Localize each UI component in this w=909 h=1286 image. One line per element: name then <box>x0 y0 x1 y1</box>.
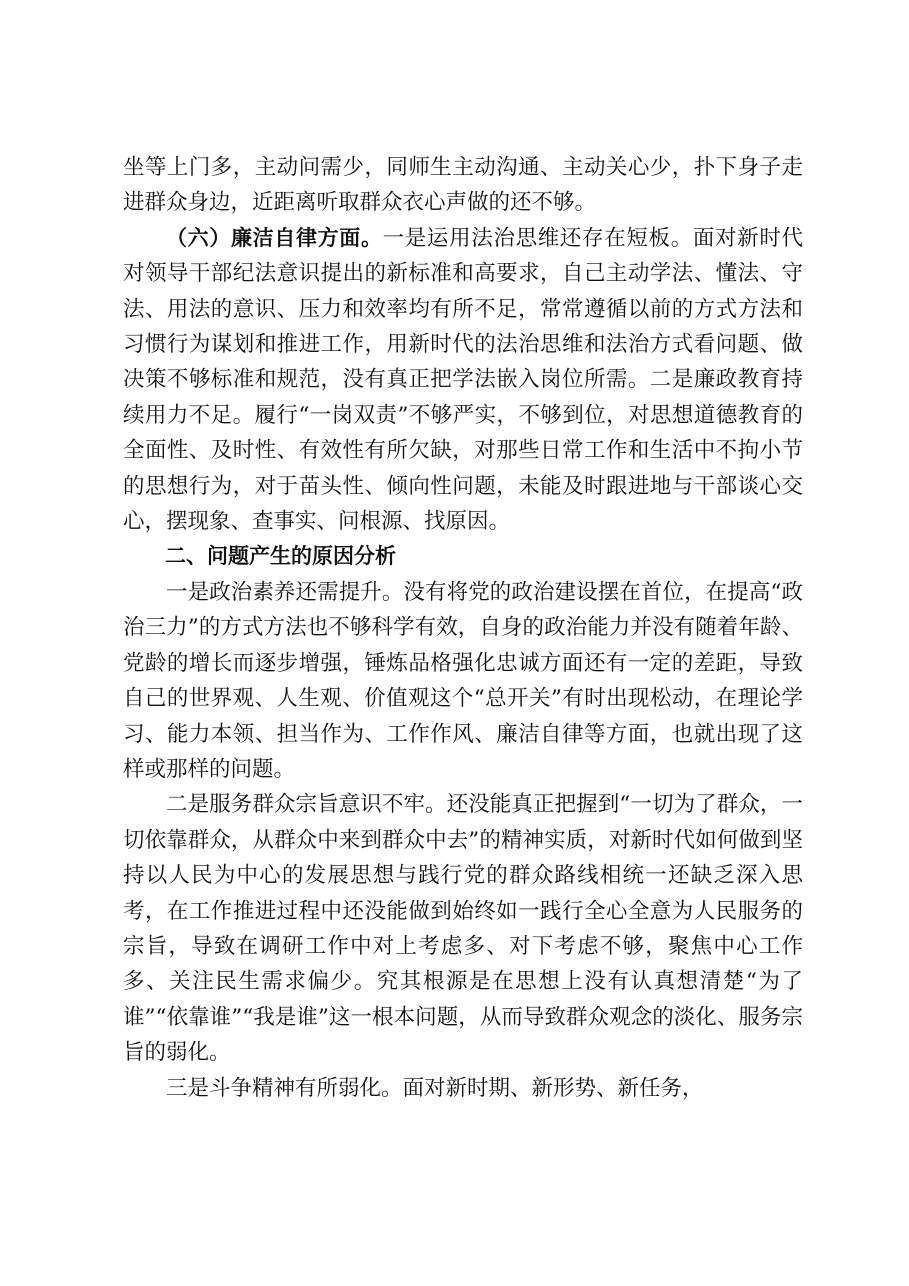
paragraph-lead-heading: （六）廉洁自律方面。 <box>166 225 383 250</box>
paragraph-text: 二是服务群众宗旨意识不牢。还没能真正把握到“一切为了群众，一切依靠群众，从群众中来到群众中去”的精神实质，对新时代如何做到坚持以人民为中心的发展思想与践行党的群众路线相统一还缺乏深入思考，在工作推进过程中还没能做到始终如一践行全心全意为人民服务的宗旨，导致在调研工作中对上考虑多、对下考虑不够，聚焦中心工作多、关注民生需求偏少。究其根源是在思想上没有认真想清楚“为了谁”“依靠谁”“我是谁”这一根本问题，从而导致群众观念的淡化、服务宗旨的弱化。 <box>123 792 803 1066</box>
paragraph-text: 坐等上门多，主动问需少，同师生主动沟通、主动关心少，扑下身子走进群众身边，近距离听取群众衣心声做的还不够。 <box>123 155 803 216</box>
paragraph-fighting-spirit <box>123 1071 803 1106</box>
paragraph-text: 一是运用法治思维还存在短板。面对新时代对领导干部纪法意识提出的新标准和高要求，自己主动学法、懂法、守法、用法的意识、压力和效率均有所不足，常常遵循以前的方式方法和习惯行为谋划和推进工作，用新时代的法治思维和法治方式看问题、做决策不够标准和规范，没有真正把学法嵌入岗位所需。二是廉政教育持续用力不足。履行“一岗双责”不够严实，不够到位，对思想道德教育的全面性、及时性、有效性有所欠缺，对那些日常工作和生活中不拘小节的思想行为，对于苗头性、倾向性问题，未能及时跟进地与干部谈心交心，摆现象、查事实、问根源、找原因。 <box>123 225 803 535</box>
paragraph-integrity-self-discipline <box>123 221 803 540</box>
paragraph-continuation <box>123 150 803 221</box>
document-body <box>123 150 803 1106</box>
section-heading-cause-analysis: 二、问题产生的原因分析 <box>165 544 396 569</box>
paragraph-serving-masses <box>123 787 803 1070</box>
paragraph-text: 三是斗争精神有所弱化。面对新时期、新形势、新任务， <box>166 1075 704 1101</box>
paragraph-text: 一是政治素养还需提升。没有将党的政治建设摆在首位，在提高“政治三力”的方式方法也不够科学有效，自身的政治能力并没有随着年龄、党龄的增长而逐步增强，锤炼品格强化忠诚方面还有一定的差距，导致自己的世界观、人生观、价值观这个“总开关”有时出现松动，在理论学习、能力本领、担当作为、工作作风、廉洁自律等方面，也就出现了这样或那样的问题。 <box>123 579 803 782</box>
paragraph-political-literacy <box>123 575 803 787</box>
